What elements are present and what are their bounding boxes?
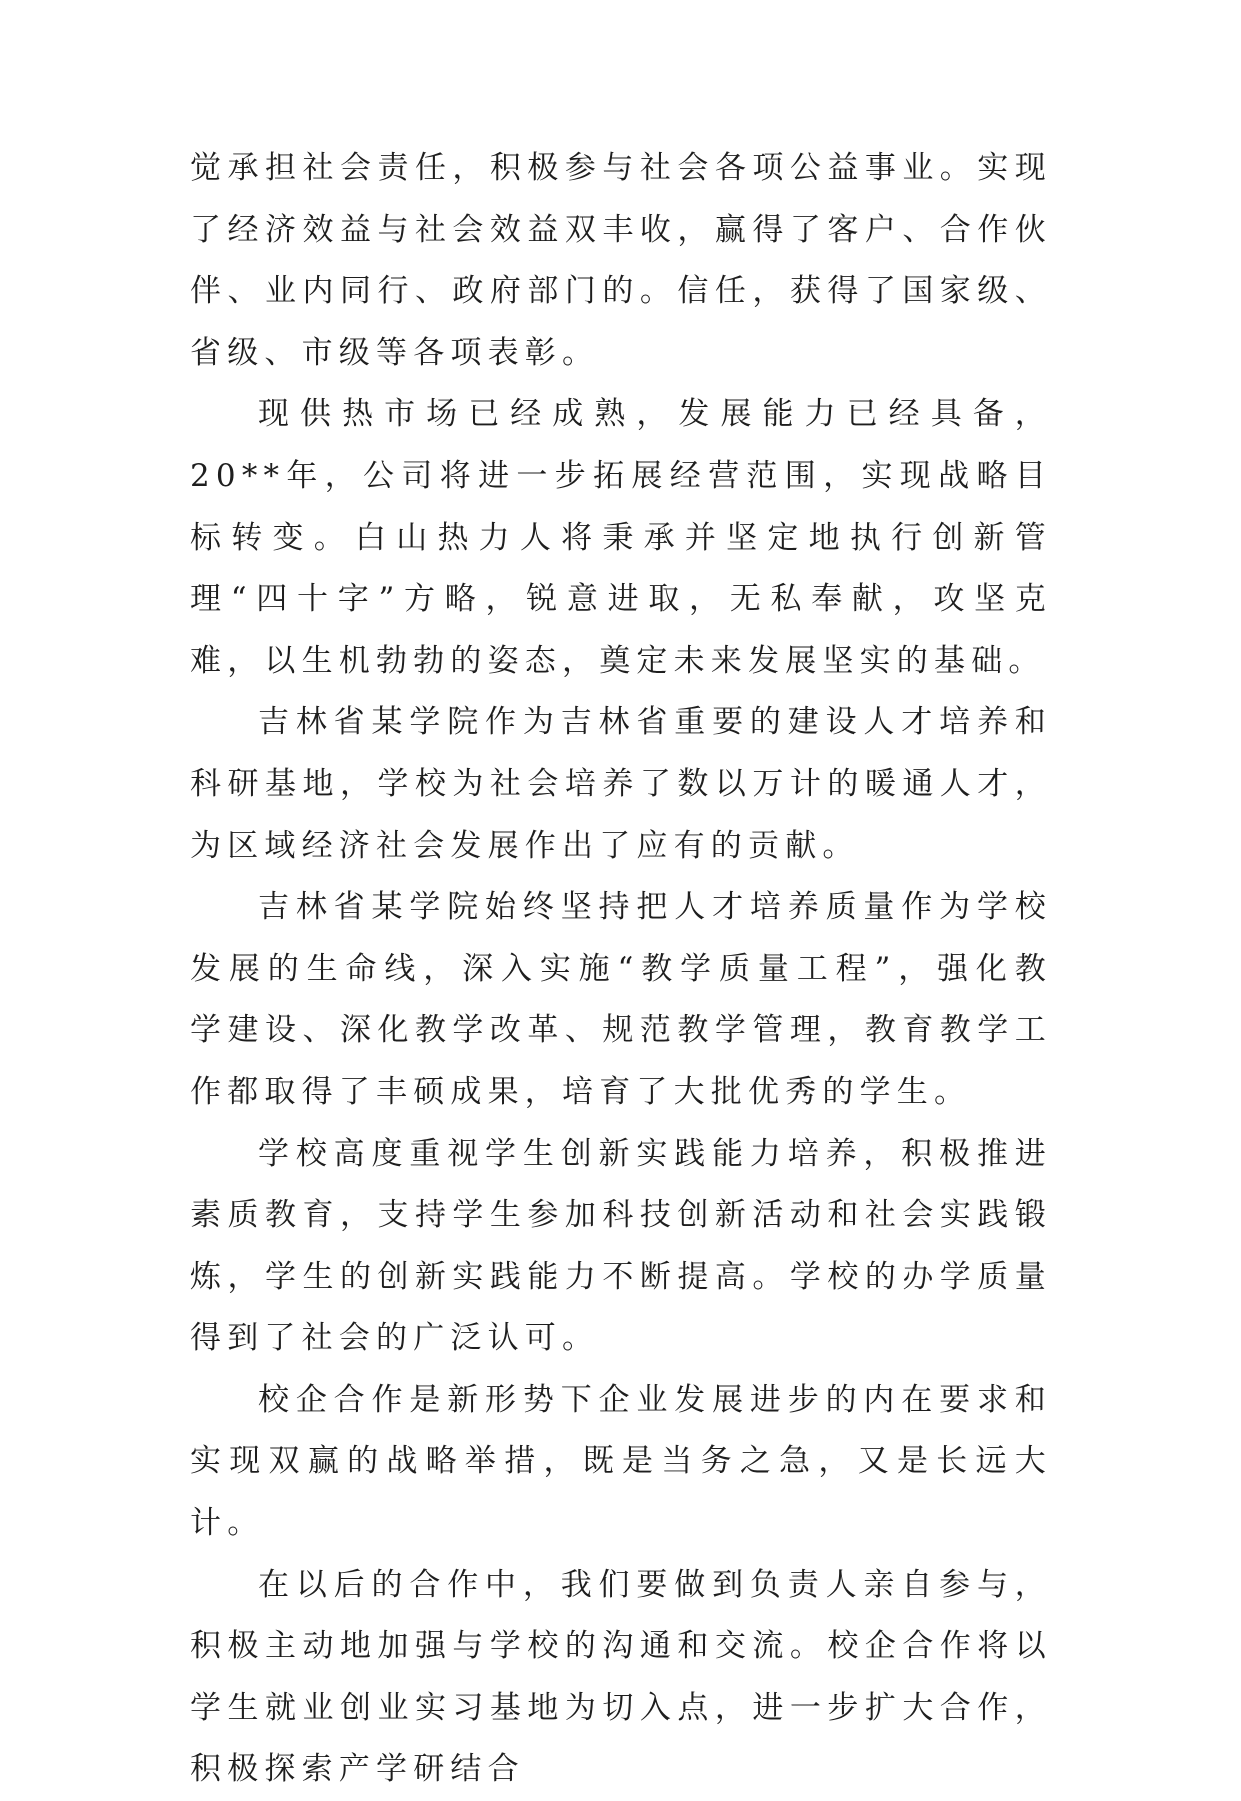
paragraph-school-enterprise: 校企合作是新形势下企业发展进步的内在要求和实现双赢的战略举措，既是当务之急，又是长远大计。 [190,1381,1052,1542]
paragraph-future-cooperation: 在以后的合作中，我们要做到负责人亲自参与，积极主动地加强与学校的沟通和交流。校企合作将以学生就业创业实习基地为切入点，进一步扩大合作，积极探索产学研结合 [190,1566,1052,1788]
paragraph-heating-market: 现供热市场已经成熟，发展能力已经具备，20**年，公司将进一步拓展经营范围，实现战略目标转变。白山热力人将秉承并坚定地执行创新管理“四十字”方略，锐意进取，无私奉献，攻坚克难，以生机勃勃的姿态，奠定未来发展坚实的基础。 [190,396,1052,679]
paragraph-innovation: 学校高度重视学生创新实践能力培养，积极推进素质教育，支持学生参加科技创新活动和社会实践锻炼，学生的创新实践能力不断提高。学校的办学质量得到了社会的广泛认可。 [190,1135,1052,1357]
document-body [190,138,1052,1801]
paragraph-college-intro: 吉林省某学院作为吉林省重要的建设人才培养和科研基地，学校为社会培养了数以万计的暖通人才，为区域经济社会发展作出了应有的贡献。 [190,704,1052,864]
paragraph-continuation: 觉承担社会责任，积极参与社会各项公益事业。实现了经济效益与社会效益双丰收，赢得了客户、合作伙伴、业内同行、政府部门的。信任，获得了国家级、省级、市级等各项表彰。 [190,150,1052,371]
paragraph-teaching-quality: 吉林省某学院始终坚持把人才培养质量作为学校发展的生命线，深入实施“教学质量工程”，强化教学建设、深化教学改革、规范教学管理，教育教学工作都取得了丰硕成果，培育了大批优秀的学生。 [190,889,1052,1110]
